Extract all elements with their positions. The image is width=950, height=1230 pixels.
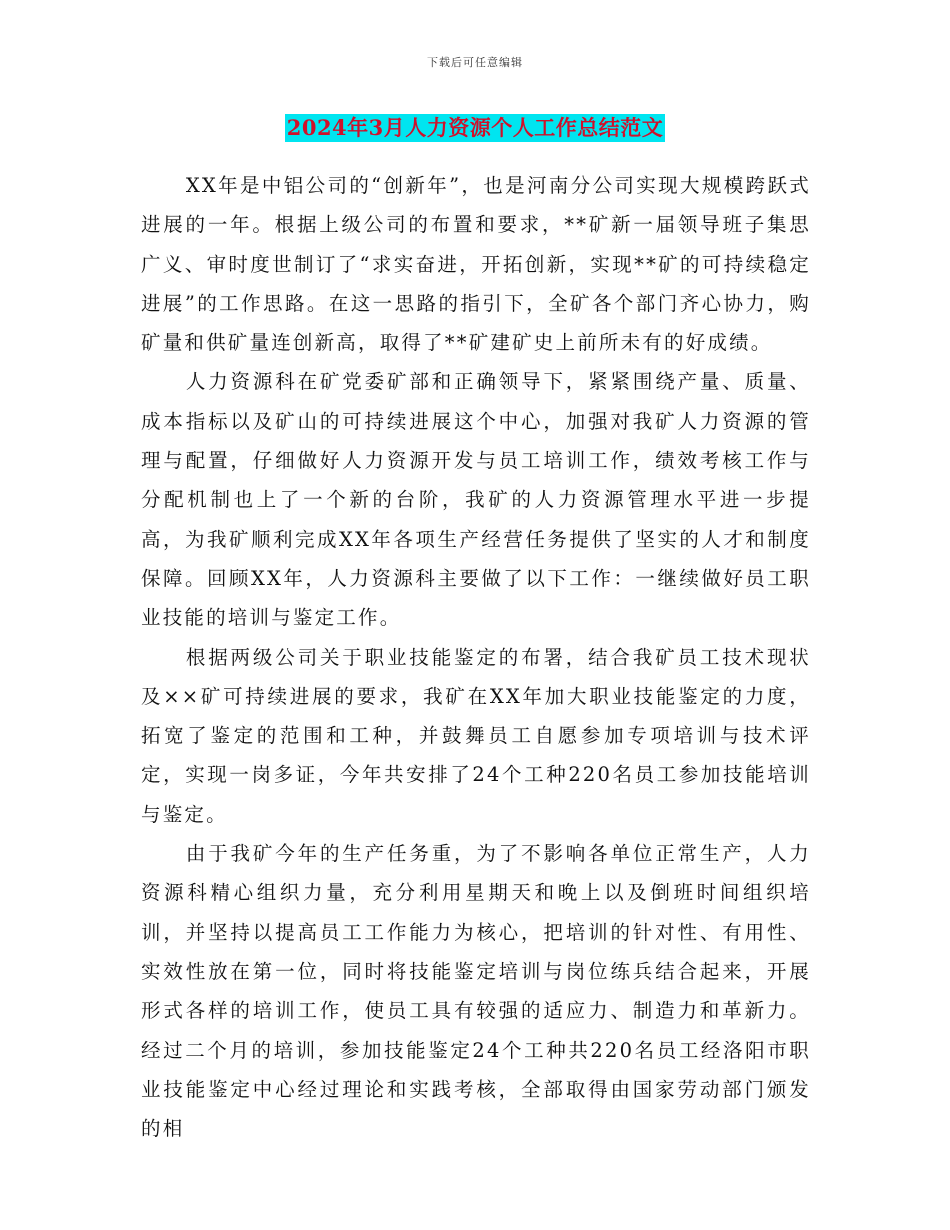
document-body: [141, 166, 811, 1148]
document-title: 2024年3月人力资源个人工作总结范文: [286, 115, 664, 140]
paragraph-4: 由于我矿今年的生产任务重，为了不影响各单位正常生产，人力资源科精心组织力量，充分利用星期天和晚上以及倒班时间组织培训，并坚持以提高员工工作能力为核心，把培训的针对性、有用性、实效性放在第一位，同时将技能鉴定培训与岗位练兵结合起来，开展形式各样的培训工作，使员工具有较强的适应力、制造力和革新力。经过二个月的培训，参加技能鉴定24个工种共220名员工经洛阳市职业技能鉴定中心经过理论和实践考核，全部取得由国家劳动部门颁发的相: [141, 842, 811, 1141]
paragraph-1: XX年是中铝公司的“创新年”，也是河南分公司实现大规模跨跃式进展的一年。根据上级公司的布置和要求，**矿新一届领导班子集思广义、审时度世制订了“求实奋进，开拓创新，实现**矿的可持续稳定进展”的工作思路。在这一思路的指引下，全矿各个部门齐心协力，购矿量和供矿量连创新高，取得了**矿建矿史上前所未有的好成绩。: [141, 174, 811, 355]
paragraph-3: 根据两级公司关于职业技能鉴定的布署，结合我矿员工技术现状及××矿可持续进展的要求，我矿在XX年加大职业技能鉴定的力度，拓宽了鉴定的范围和工种，并鼓舞员工自愿参加专项培训与技术评定，实现一岗多证，今年共安排了24个工种220名员工参加技能培训与鉴定。: [141, 645, 811, 826]
header-note: 下载后可任意编辑: [427, 56, 523, 69]
title-container: [0, 114, 950, 142]
paragraph-2: 人力资源科在矿党委矿部和正确领导下，紧紧围绕产量、质量、成本指标以及矿山的可持续进展这个中心，加强对我矿人力资源的管理与配置，仔细做好人力资源开发与员工培训工作，绩效考核工作与分配机制也上了一个新的台阶，我矿的人力资源管理水平进一步提高，为我矿顺利完成XX年各项生产经营任务提供了坚实的人才和制度保障。回顾XX年，人力资源科主要做了以下工作：一继续做好员工职业技能的培训与鉴定工作。: [141, 370, 811, 630]
